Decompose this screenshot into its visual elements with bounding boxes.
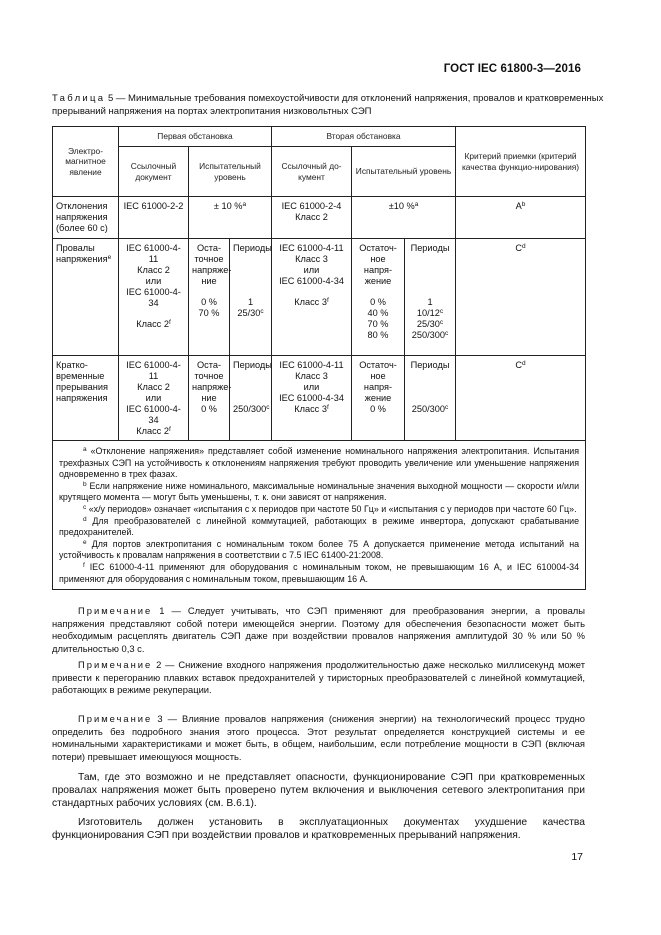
header-phenomenon: Электро-магнитное явление — [53, 127, 119, 197]
footnote: $^b$ Если напряжение ниже номинального, максимальные номинальные значения выходной мощности — скорости и/или крутящего момента — могут быть уменьшены, т. к. они зависят от напряжения. — [59, 480, 580, 503]
row-name-interruptions: Кратко-временные прерывания напряжения — [56, 360, 108, 403]
caption-text: 5 — Минимальные требования помехоустойчивости для отклонений напряжения, провалов и кратковременных прерываний напряжения на портах электропитания низковольтных СЭП — [52, 93, 604, 117]
interruptions-doc-1: IEC 61000-4-11 Класс 2 или IEC 61000-4-34 Класс 2$^f$ — [126, 360, 181, 436]
table-footnotes — [53, 441, 585, 589]
footnote: $^c$ «x/y периодов» означает «испытания с x периодов при частоте 50 Гц» и «испытания с y периодов при частоте 60 Гц». — [83, 503, 577, 514]
footnote: $^d$ Для преобразователей с линейной коммутацией, работающих в режиме инвертора, допускают срабатывание предохранителей. — [59, 515, 580, 538]
paragraph: Там, где это возможно и не представляет опасности, функционирование СЭП при кратковременных провалах напряжения может быть проверено путем включения и выключения сетевого электропитания при стандартных рабочих условиях (см. В.6.1). — [52, 772, 585, 810]
dips-doc-1: IEC 61000-4-11 Класс 2 или IEC 61000-4-34 Класс 2$^f$ — [126, 243, 181, 329]
note-2: Примечание 2 — Снижение входного напряжения продолжительностью даже несколько миллисекунд может привести к перегоранию плавких вставок предохранителей у тиристорных преобразователей с линейной коммутацией, работающих в режиме рекуперации. — [52, 659, 585, 696]
caption-label: Таблица — [52, 93, 106, 104]
interruptions-doc-2: IEC 61000-4-11 Класс 3 или IEC 61000-4-34 Класс 3$^f$ — [279, 360, 344, 414]
dips-criterion: $C^d$ — [515, 243, 526, 253]
table-row — [53, 239, 586, 356]
deviation-doc-2: IEC 61000-2-4 Класс 2 — [281, 201, 342, 222]
deviation-criterion: $A^b$ — [515, 201, 526, 211]
deviation-doc-1: IEC 61000-2-2 — [123, 201, 184, 211]
interruptions-residual-2: Остаточ-ное напря-жение 0 % — [359, 360, 397, 414]
table-row — [53, 197, 586, 239]
dips-periods-1: Периоды 1 25/30$^c$ — [233, 243, 272, 318]
header-ref-doc-1: Ссылочный документ — [119, 147, 189, 197]
dips-residual-2: Остаточ-ное напря-жение 0 % 40 % 70 % 80 % — [359, 243, 397, 340]
dips-periods-2: Периоды 1 10/12$^c$ 25/30$^c$ 250/300$^c$ — [410, 243, 450, 340]
interruptions-periods-2: Периоды 250/300$^c$ — [410, 360, 450, 414]
dips-residual-1: Оста-точное напряже-ние 0 % 70 % — [192, 243, 232, 318]
header-first-environment: Первая обстановка — [119, 127, 272, 147]
row-name-dips: Провалы напряжения$^e$ — [56, 243, 112, 264]
deviation-level-1: ± 10 %$^a$ — [213, 201, 247, 211]
interruptions-criterion: $C^d$ — [515, 360, 526, 370]
note-1: Примечание 1 — Следует учитывать, что СЭП применяют для преобразования энергии, а провалы напряжения представляют собой потери имеющейся энергии. Поэтому для обеспечения безопасности может быть необходимым расцеплять двигатель СЭП даже при воздействии провалов напряжения амплитудой 30 % или 50 % длительностью 0,3 с. — [52, 605, 585, 654]
header-test-level-1: Испытательный уровень — [189, 147, 272, 197]
header-second-environment: Вторая обстановка — [272, 127, 456, 147]
table-row — [53, 356, 586, 441]
paragraph: Изготовитель должен установить в эксплуатационных документах ухудшение качества функционирования СЭП при воздействии провалов и кратковременных прерываний напряжения. — [52, 817, 585, 842]
table-caption — [52, 93, 612, 118]
interruptions-residual-1: Оста-точное напряже-ние 0 % — [192, 360, 232, 414]
page-number: 17 — [571, 851, 583, 863]
interruptions-periods-1: Периоды 250/300$^c$ — [233, 360, 272, 414]
dips-doc-2: IEC 61000-4-11 Класс 3 или IEC 61000-4-34 Класс 3$^f$ — [279, 243, 344, 307]
note-3: Примечание 3 — Влияние провалов напряжения (снижения энергии) на технологический процесс трудно определить без подробного знания этого процесса. Этот результат определяется конструкцией системы и ее номинальными характеристиками и может быть, в общем, наибольшим, если потребление мощности в СЭП (включая потери) превышает имеющуюся мощность. — [52, 713, 585, 762]
header-ref-doc-2: Ссылочный до-кумент — [272, 147, 352, 197]
document-code: ГОСТ IEC 61800-3—2016 — [443, 63, 581, 75]
row-name-deviation: Отклонения напряжения (более 60 с) — [56, 201, 108, 233]
footnote: $^e$ Для портов электропитания с номинальным током более 75 А допускается применение метода испытаний на устойчивость к провалам напряжения в соответствии с 7.5 IEC 61400-21:2008. — [59, 538, 580, 561]
table-5 — [52, 126, 586, 590]
header-test-level-2: Испытательный уровень — [352, 147, 456, 197]
footnote: $^a$ «Отклонение напряжения» представляет собой изменение номинального напряжения электропитания. Испытания трехфазных СЭП на устойчивость к отклонениям напряжения требуют проводить увеличение или уменьшение напряжения одновременно в трех фазах. — [59, 446, 580, 480]
deviation-level-2: ±10 %$^a$ — [388, 201, 419, 211]
footnote: $^f$ IEC 61000-4-11 применяют для оборудования с номинальным током, не превышающим 16 А, и IEC 610004-34 применяют для оборудования с номинальным током, превышающим 16 А. — [59, 561, 580, 584]
header-criterion: Критерий приемки (критерий качества функцио-нирования) — [456, 127, 586, 197]
